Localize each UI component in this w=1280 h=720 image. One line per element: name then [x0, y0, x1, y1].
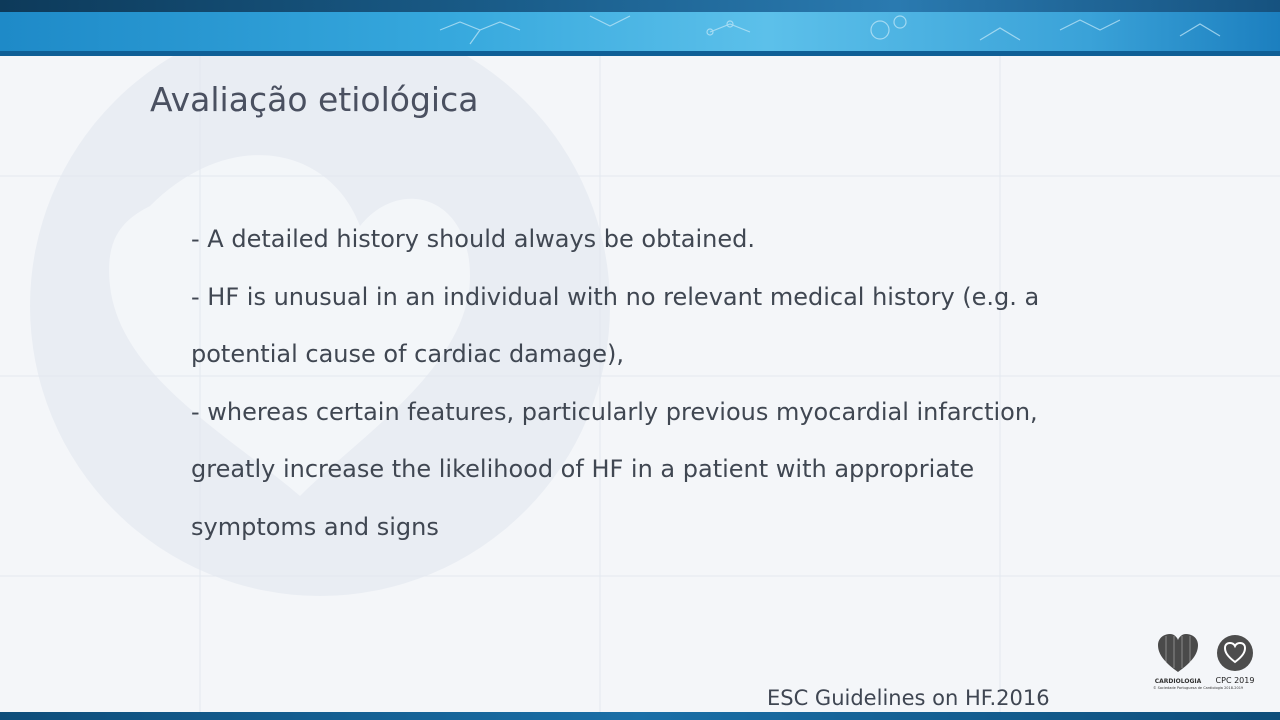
- heart-icon: [1156, 632, 1200, 674]
- header-bottom-line: [0, 51, 1280, 56]
- spc-logo-label: CARDIOLOGIA: [1154, 678, 1202, 685]
- body-line: greatly increase the likelihood of HF in a patient with appropriate: [191, 455, 975, 483]
- slide-body: [191, 220, 1151, 565]
- spc-logo: [1150, 632, 1206, 690]
- source-citation: ESC Guidelines on HF.2016: [767, 686, 1050, 710]
- footer-strip: [0, 712, 1280, 720]
- cpc-logo-label: CPC 2019: [1215, 676, 1255, 685]
- body-line: - whereas certain features, particularly previous myocardial infarction,: [191, 397, 1038, 426]
- cpc-logo: [1212, 634, 1258, 690]
- body-line: - A detailed history should always be obtained.: [191, 225, 755, 253]
- cpc-heart-icon: [1216, 634, 1254, 672]
- body-line: potential cause of cardiac damage),: [191, 340, 624, 368]
- slide-title: Avaliação etiológica: [150, 80, 479, 119]
- chemistry-pattern: [0, 0, 1280, 56]
- header-banner: [0, 0, 1280, 56]
- copyright-text: © Sociedade Portuguesa de Cardiologia 2018-2019: [1153, 686, 1244, 690]
- body-line: - HF is unusual in an individual with no relevant medical history (e.g. a: [191, 282, 1040, 311]
- body-line: symptoms and signs: [191, 512, 439, 541]
